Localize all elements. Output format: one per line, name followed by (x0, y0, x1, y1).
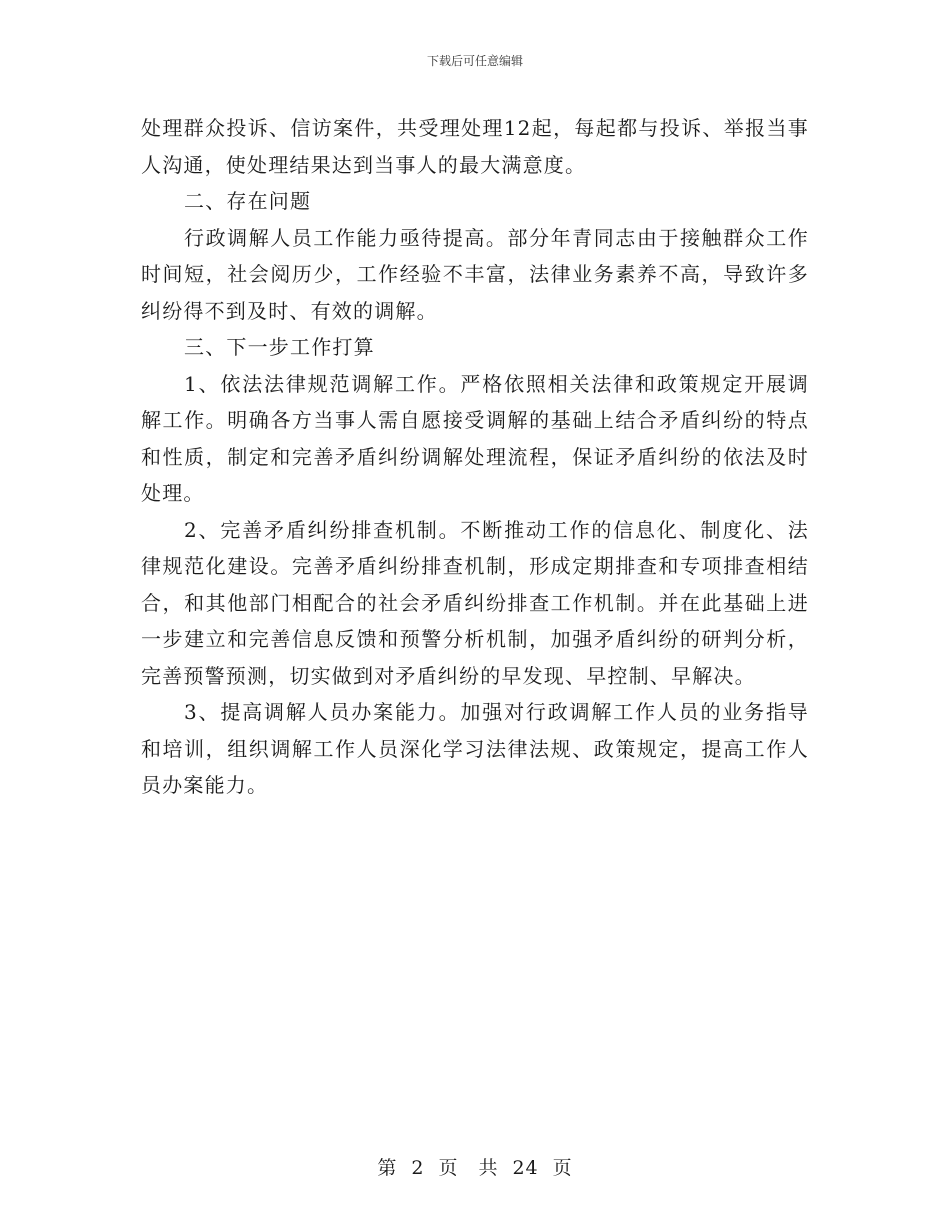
document-body (141, 110, 809, 804)
paragraph-problems: 行政调解人员工作能力亟待提高。部分年青同志由于接触群众工作时间短，社会阅历少，工作经验不丰富，法律业务素养不高，导致许多纠纷得不到及时、有效的调解。 (141, 225, 809, 323)
section-heading-next-steps: 三、下一步工作打算 (184, 335, 375, 359)
header-note: 下载后可任意编辑 (426, 54, 523, 68)
section-heading-problems: 二、存在问题 (184, 189, 312, 213)
page-label-middle: 页 共 (438, 1157, 499, 1179)
page-label-suffix: 页 (552, 1157, 573, 1179)
paragraph-step-2: 2、完善矛盾纠纷排查机制。不断推动工作的信息化、制度化、法律规范化建设。完善矛盾纠纷排查机制，形成定期排查和专项排查相结合，和其他部门相配合的社会矛盾纠纷排查工作机制。并在此基础上进一步建立和完善信息反馈和预警分析机制，加强矛盾纠纷的研判分析，完善预警预测，切实做到对矛盾纠纷的早发现、早控制、早解决。 (141, 517, 809, 688)
page-footer (0, 1153, 950, 1180)
paragraph-step-1: 1、依法法律规范调解工作。严格依照相关法律和政策规定开展调解工作。明确各方当事人需自愿接受调解的基础上结合矛盾纠纷的特点和性质，制定和完善矛盾纠纷调解处理流程，保证矛盾纠纷的依法及时处理。 (141, 371, 809, 505)
current-page-number: 2 (411, 1157, 425, 1179)
paragraph-step-3: 3、提高调解人员办案能力。加强对行政调解工作人员的业务指导和培训，组织调解工作人员深化学习法律法规、政策规定，提高工作人员办案能力。 (141, 700, 809, 797)
page-label-prefix: 第 (377, 1157, 398, 1179)
paragraph-continuation: 处理群众投诉、信访案件，共受理处理12起，每起都与投诉、举报当事人沟通，使处理结果达到当事人的最大满意度。 (141, 116, 809, 177)
total-pages-number: 24 (512, 1157, 539, 1179)
